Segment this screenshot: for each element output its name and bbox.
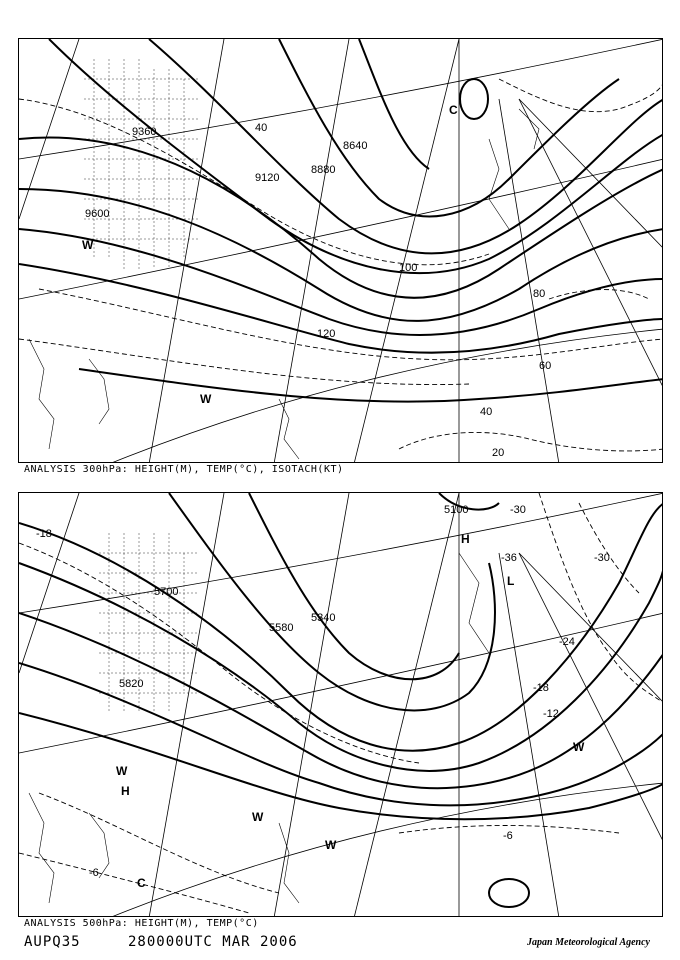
closed-contour-300 bbox=[460, 79, 488, 119]
isotach-label-40-b: 40 bbox=[480, 406, 493, 418]
map-500hpa-svg bbox=[19, 493, 663, 917]
hatch-300 bbox=[84, 59, 199, 269]
height-contours-300 bbox=[19, 39, 663, 402]
height-label-5100: 5100 bbox=[444, 504, 469, 516]
height-label-8880: 8880 bbox=[311, 164, 336, 176]
height-label-8640: 8640 bbox=[343, 140, 368, 152]
warm-marker-1-300: W bbox=[82, 238, 94, 252]
high-marker-1-500: H bbox=[461, 532, 470, 546]
isotach-label-60: 60 bbox=[539, 360, 552, 372]
map-300hpa-svg bbox=[19, 39, 663, 463]
valid-time: 280000UTC MAR 2006 bbox=[128, 934, 298, 950]
cold-marker-500: C bbox=[137, 876, 146, 890]
agency-name: Japan Meteorological Agency bbox=[527, 937, 650, 948]
temp-label-neg30-b: -30 bbox=[594, 552, 610, 564]
map-panel-500hpa bbox=[18, 492, 663, 917]
temp-label-neg12: -12 bbox=[543, 708, 559, 720]
warm-marker-1-500: W bbox=[252, 810, 264, 824]
caption-300hpa: ANALYSIS 300hPa: HEIGHT(M), TEMP(°C), ISOTACH(KT) bbox=[24, 464, 344, 475]
isotach-label-80: 80 bbox=[533, 288, 546, 300]
graticule-500 bbox=[19, 493, 663, 917]
temp-label-neg36: -36 bbox=[501, 552, 517, 564]
hatch-500 bbox=[99, 533, 199, 713]
cold-marker-300: C bbox=[449, 103, 458, 117]
isotach-label-40-a: 40 bbox=[255, 122, 268, 134]
low-marker-500: L bbox=[507, 574, 515, 588]
map-panel-300hpa bbox=[18, 38, 663, 463]
isotach-label-100: 100 bbox=[399, 262, 418, 274]
temp-label-neg18-b: -18 bbox=[533, 682, 549, 694]
isotach-label-20: 20 bbox=[492, 447, 505, 459]
closed-contour-500 bbox=[489, 879, 529, 907]
chart-code: AUPQ35 bbox=[24, 934, 81, 950]
height-label-5340: 5340 bbox=[311, 612, 336, 624]
height-label-9120: 9120 bbox=[255, 172, 280, 184]
temp-label-neg6-b: -6 bbox=[89, 867, 99, 879]
height-label-5820: 5820 bbox=[119, 678, 144, 690]
coastline-500 bbox=[29, 553, 489, 903]
warm-marker-2-500: W bbox=[325, 838, 337, 852]
temp-label-neg24: -24 bbox=[559, 636, 575, 648]
height-label-9600: 9600 bbox=[85, 208, 110, 220]
height-label-9360: 9360 bbox=[132, 126, 157, 138]
temp-label-neg30-a: -30 bbox=[510, 504, 526, 516]
temp-label-neg6-a: -6 bbox=[503, 830, 513, 842]
isotach-label-120: 120 bbox=[317, 328, 336, 340]
warm-marker-4-500: W bbox=[116, 764, 128, 778]
temp-label-neg18-a: -18 bbox=[36, 528, 52, 540]
warm-marker-3-500: W bbox=[573, 740, 585, 754]
height-label-5700: 5700 bbox=[154, 586, 179, 598]
warm-marker-2-300: W bbox=[200, 392, 212, 406]
height-label-5580: 5580 bbox=[269, 622, 294, 634]
isotherms-500 bbox=[19, 493, 663, 913]
high-marker-2-500: H bbox=[121, 784, 130, 798]
caption-500hpa: ANALYSIS 500hPa: HEIGHT(M), TEMP(°C) bbox=[24, 918, 259, 929]
isotachs-300 bbox=[19, 79, 663, 451]
